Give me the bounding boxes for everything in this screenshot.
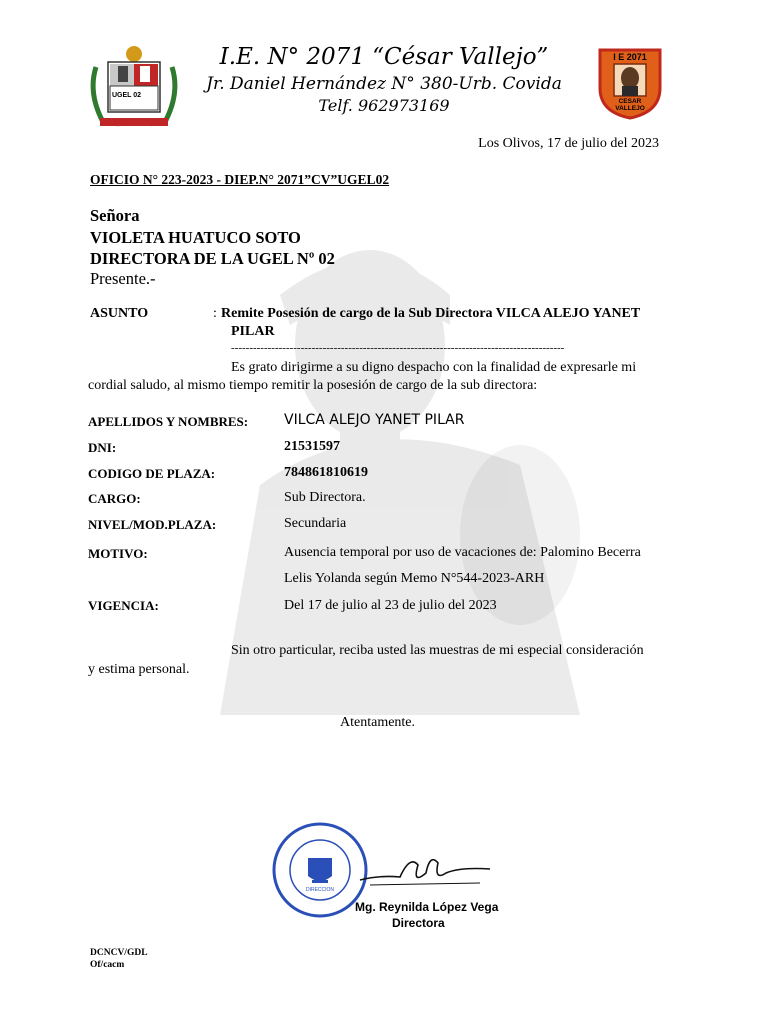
stamp-center-text: DIRECCION [305, 887, 335, 893]
signer-title: Directora [392, 916, 445, 930]
field-value-dni: 21531597 [284, 439, 340, 454]
presente: Presente.- [90, 269, 156, 288]
recipient-title: DIRECTORA DE LA UGEL Nº 02 [90, 249, 335, 268]
field-value-cargo: Sub Directora. [284, 490, 366, 505]
field-value-motivo-line-2: Lelis Yolanda según Memo N°544-2023-ARH [284, 571, 545, 586]
intro-line-2: cordial saludo, al mismo tiempo remitir la posesión de cargo de la sub directora: [88, 378, 538, 393]
separator-line: ------------------------------------------------------------------------------------------- [231, 342, 565, 354]
field-value-nivel: Secundaria [284, 516, 347, 531]
subject-line-2: PILAR [231, 324, 275, 339]
field-label-nombres: APELLIDOS Y NOMBRES: [88, 414, 249, 429]
closing-line-2: y estima personal. [88, 662, 190, 677]
salutation: Señora [90, 206, 140, 225]
signer-name: Mg. Reynilda López Vega [355, 900, 499, 914]
school-phone: Telf. 962973169 [318, 96, 450, 115]
letter-date: Los Olivos, 17 de julio del 2023 [478, 136, 659, 151]
field-label-plaza: CODIGO DE PLAZA: [88, 466, 216, 481]
subject-line-1: Remite Posesión de cargo de la Sub Directora VILCA ALEJO YANET [221, 306, 641, 321]
footer-initials-2: Of/cacm [90, 960, 125, 970]
field-value-nombres: VILCA ALEJO YANET PILAR [284, 412, 465, 428]
recipient-name: VIOLETA HUATUCO SOTO [90, 228, 301, 247]
handwritten-signature [350, 845, 500, 895]
field-value-plaza: 784861810619 [284, 465, 368, 480]
oficio-reference: OFICIO N° 223-2023 - DIEP.N° 2071”CV”UGEL02 [90, 172, 390, 187]
field-label-dni: DNI: [88, 440, 117, 455]
field-label-cargo: CARGO: [88, 491, 141, 506]
subject-label: ASUNTO [90, 306, 149, 321]
badge-top-text: I E 2071 [613, 52, 647, 62]
closing-line-1: Sin otro particular, reciba usted las muestras de mi especial consideración [231, 643, 644, 658]
field-label-vigencia: VIGENCIA: [88, 598, 159, 613]
school-name: I.E. N° 2071 “César Vallejo” [219, 44, 549, 70]
subject-colon: : [213, 306, 217, 321]
school-address: Jr. Daniel Hernández N° 380-Urb. Covida [206, 74, 562, 94]
intro-line-1: Es grato dirigirme a su digno despacho con la finalidad de expresarle mi [231, 360, 637, 375]
farewell: Atentamente. [340, 715, 416, 730]
badge-bottom-text: CESAR VALLEJO [615, 98, 645, 112]
field-value-vigencia: Del 17 de julio al 23 de julio del 2023 [284, 598, 497, 613]
field-value-motivo-line-1: Ausencia temporal por uso de vacaciones de: Palomino Becerra [284, 545, 641, 560]
field-label-nivel: NIVEL/MOD.PLAZA: [88, 517, 217, 532]
footer-initials-1: DCNCV/GDL [90, 948, 148, 958]
crest-label: UGEL 02 [112, 92, 142, 99]
field-label-motivo: MOTIVO: [88, 546, 148, 561]
